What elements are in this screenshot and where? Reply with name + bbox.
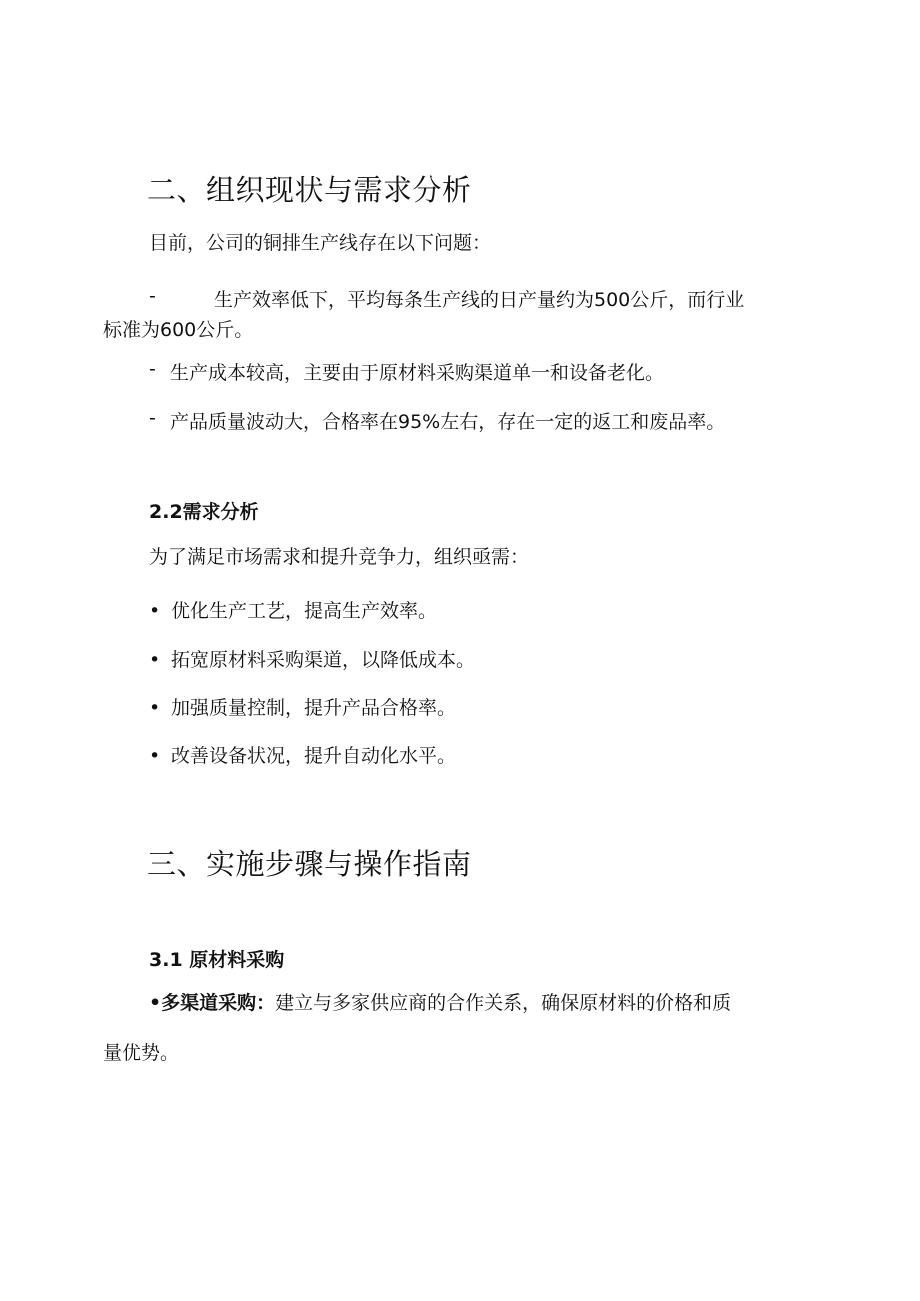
need-item [149, 741, 456, 768]
section-2-intro: 目前，公司的铜排生产线存在以下问题： [149, 232, 492, 254]
issue-3-text: 产品质量波动大，合格率在95%左右，存在一定的返工和废品率。 [170, 411, 726, 433]
need-item [149, 596, 437, 623]
bullet-icon: • [149, 600, 161, 622]
issue-1-text-cont: 标准为600公斤。 [103, 319, 254, 341]
need-text: 加强质量控制，提升产品合格率。 [171, 697, 457, 719]
need-text: 改善设备状况，提升自动化水平。 [171, 745, 457, 767]
bullet-icon: • [149, 697, 161, 719]
need-item [149, 693, 456, 720]
need-text: 拓宽原材料采购渠道，以降低成本。 [171, 649, 476, 671]
subsection-2-2-title: 2.2需求分析 [149, 501, 259, 523]
issue-3-dash: - [149, 407, 156, 429]
procurement-item-label: •多渠道采购： [149, 992, 276, 1014]
subsection-3-1-title: 3.1 原材料采购 [149, 949, 285, 971]
section-3-title: 三、实施步骤与操作指南 [147, 847, 472, 881]
section-2-title: 二、组织现状与需求分析 [147, 173, 472, 207]
need-text: 优化生产工艺，提高生产效率。 [171, 600, 438, 622]
procurement-item-text: 建立与多家供应商的合作关系，确保原材料的价格和质 [275, 992, 732, 1014]
bullet-icon: • [149, 649, 161, 671]
issue-2-text: 生产成本较高，主要由于原材料采购渠道单一和设备老化。 [170, 362, 665, 384]
issue-2-dash: - [149, 358, 156, 380]
bullet-icon: • [149, 745, 161, 767]
need-item [149, 645, 475, 672]
issue-1-dash: - [149, 285, 156, 307]
needs-intro: 为了满足市场需求和提升竞争力，组织亟需： [149, 546, 530, 568]
procurement-item-cont: 量优势。 [103, 1042, 180, 1064]
procurement-item [149, 994, 731, 1013]
issue-1-text: 生产效率低下，平均每条生产线的日产量约为500公斤，而行业 [214, 289, 745, 311]
